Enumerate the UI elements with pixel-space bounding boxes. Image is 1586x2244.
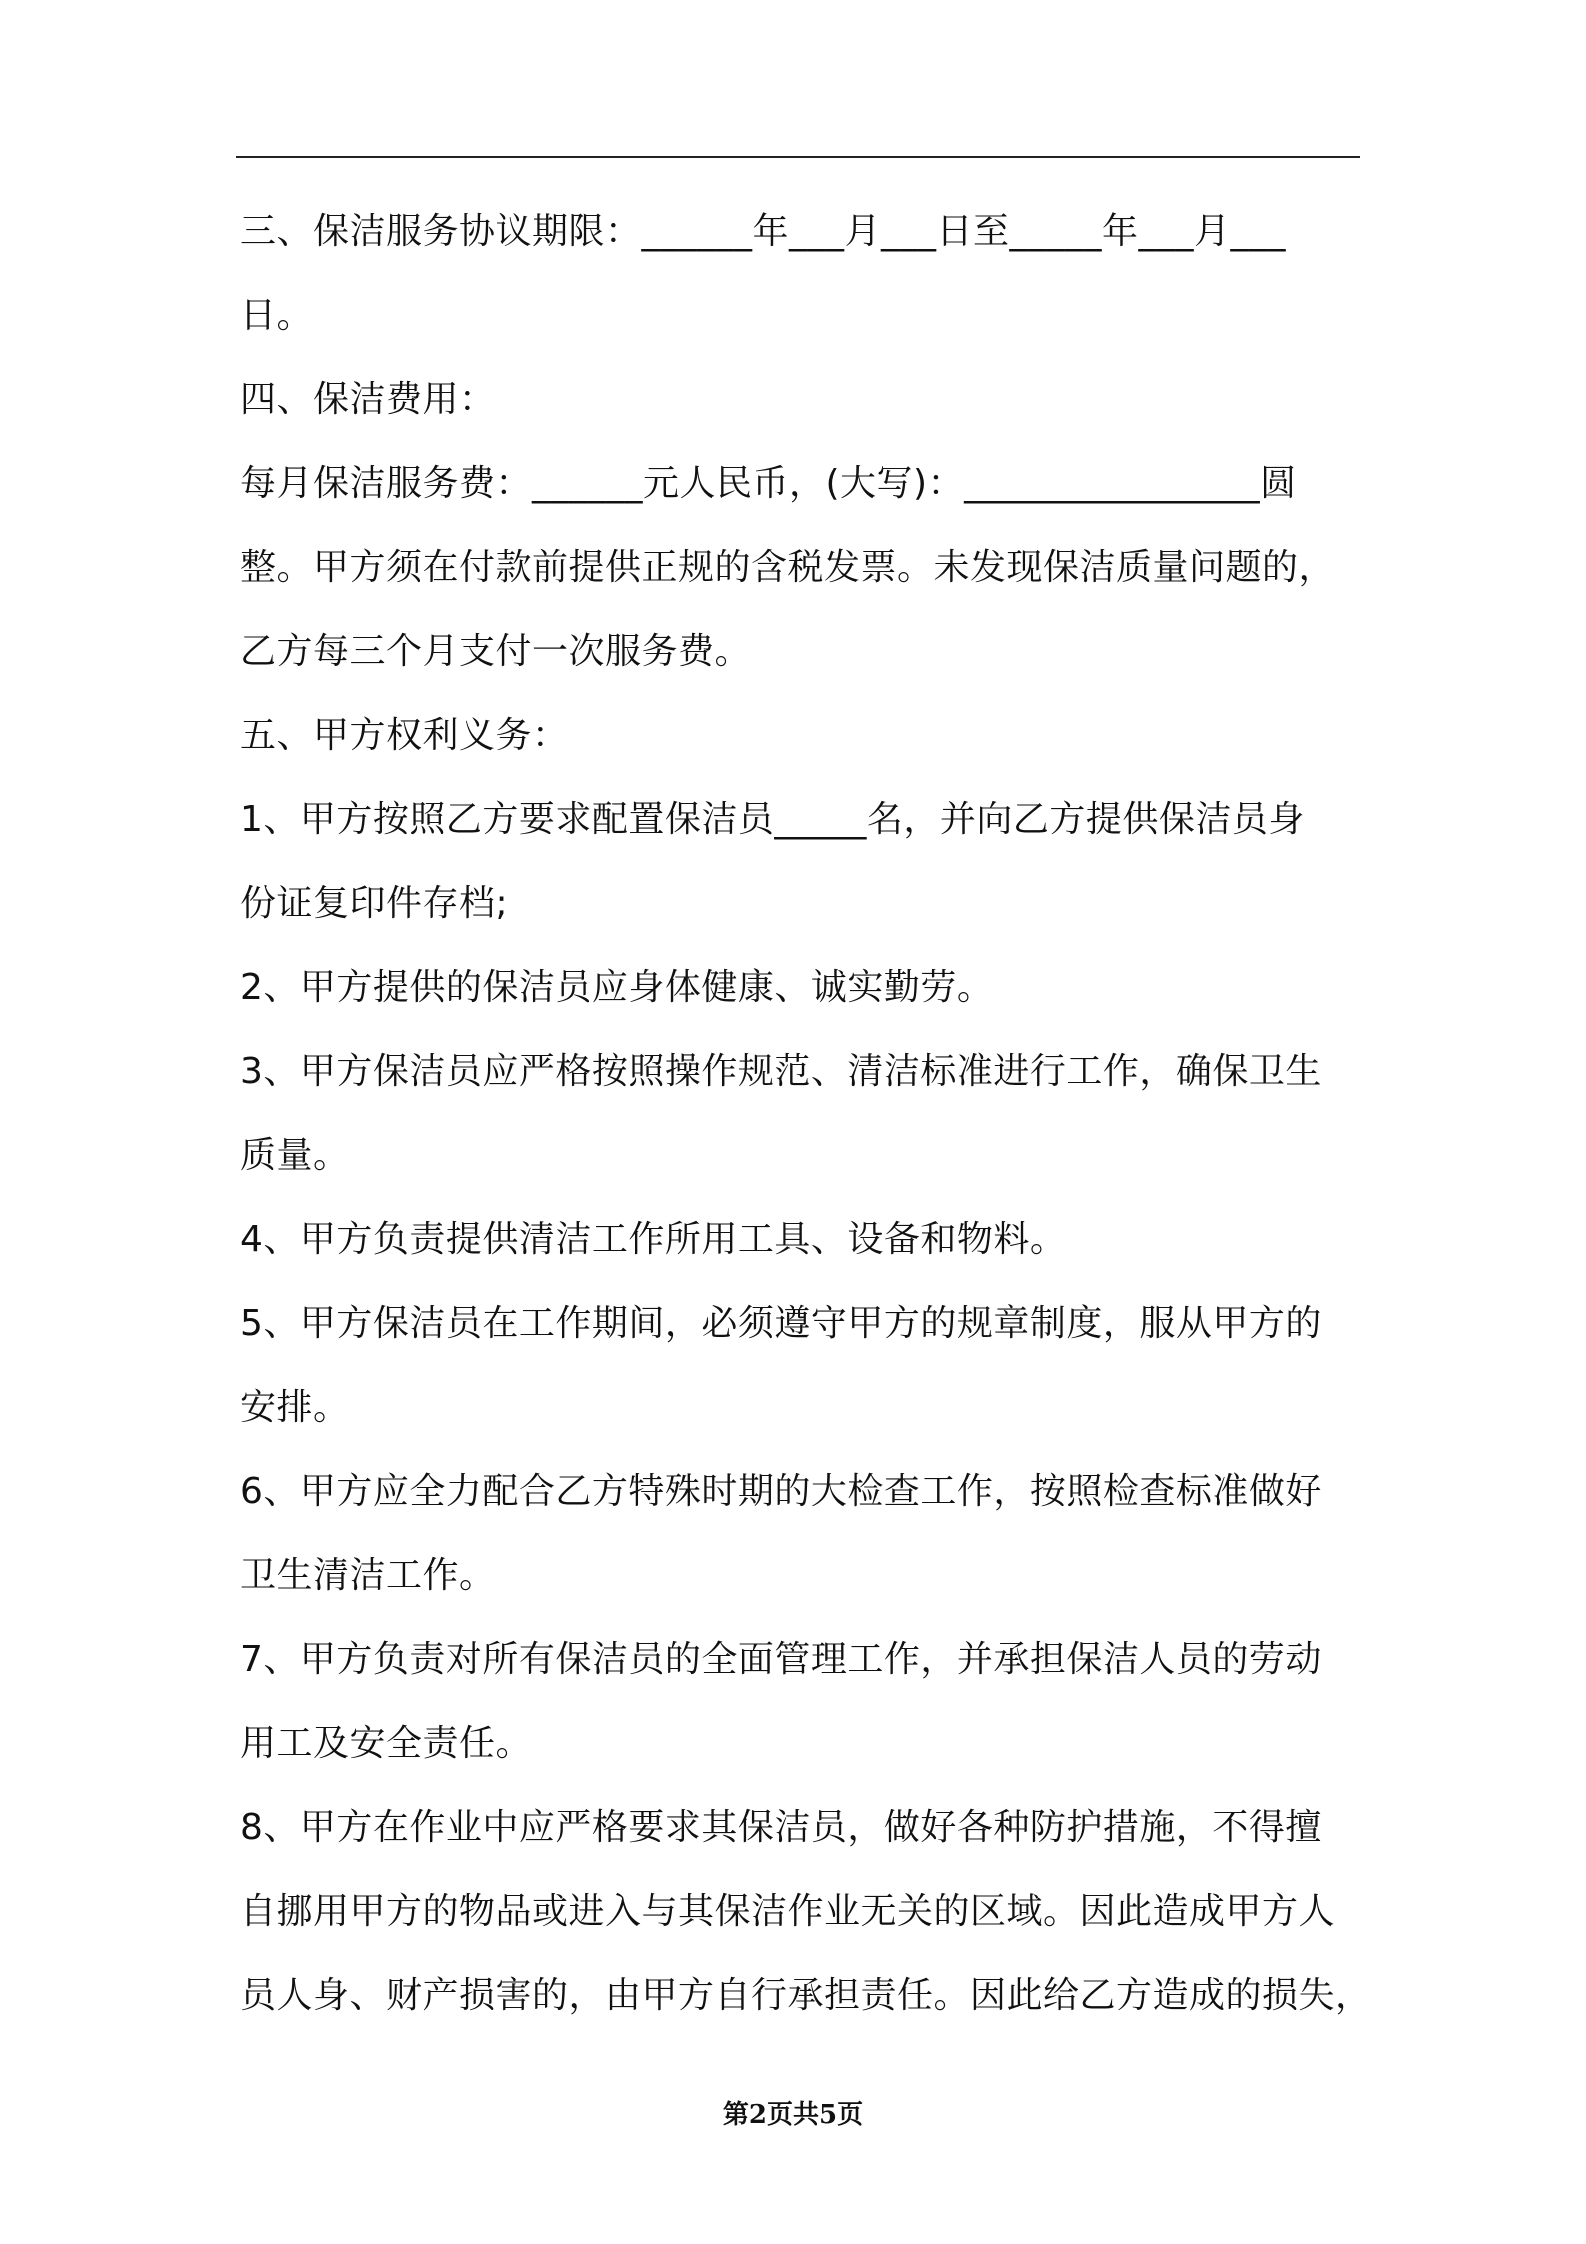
item-3-line-1: 3、甲方保洁员应严格按照操作规范、清洁标准进行工作，确保卫生: [240, 1051, 1322, 1092]
clause-4-fee-line-3: 乙方每三个月支付一次服务费。: [240, 631, 752, 672]
item-8-line-2: 自挪用甲方的物品或进入与其保洁作业无关的区域。因此造成甲方人: [240, 1891, 1336, 1932]
item-5-line-1: 5、甲方保洁员在工作期间，必须遵守甲方的规章制度，服从甲方的: [240, 1303, 1322, 1344]
item-2: 2、甲方提供的保洁员应身体健康、诚实勤劳。: [240, 967, 994, 1008]
contract-body: [240, 190, 1372, 2038]
clause-5-heading: 五、甲方权利义务：: [240, 715, 569, 756]
item-4: 4、甲方负责提供清洁工作所用工具、设备和物料。: [240, 1219, 1067, 1260]
header-divider: [236, 156, 1360, 158]
item-1-line-1: 1、甲方按照乙方要求配置保洁员_____名，并向乙方提供保洁员身: [240, 799, 1305, 840]
clause-4-fee-line-1: 每月保洁服务费：______元人民币，(大写)：________________圆: [240, 463, 1297, 504]
item-6-line-1: 6、甲方应全力配合乙方特殊时期的大检查工作，按照检查标准做好: [240, 1471, 1322, 1512]
clause-4-fee-line-2: 整。甲方须在付款前提供正规的含税发票。未发现保洁质量问题的，: [240, 547, 1336, 588]
item-1-line-2: 份证复印件存档;: [240, 883, 509, 924]
item-3-line-2: 质量。: [240, 1135, 350, 1176]
item-6-line-2: 卫生清洁工作。: [240, 1555, 496, 1596]
item-8-line-3: 员人身、财产损害的，由甲方自行承担责任。因此给乙方造成的损失，: [240, 1975, 1372, 2016]
page-number: 第2页共5页: [722, 2100, 864, 2130]
item-7-line-2: 用工及安全责任。: [240, 1723, 533, 1764]
item-5-line-2: 安排。: [240, 1387, 350, 1428]
clause-3-term-line-1: 三、保洁服务协议期限：______年___月___日至_____年___月___: [240, 211, 1287, 252]
clause-3-term-line-2: 日。: [240, 295, 314, 336]
item-8-line-1: 8、甲方在作业中应严格要求其保洁员，做好各种防护措施，不得擅: [240, 1807, 1322, 1848]
clause-4-heading: 四、保洁费用：: [240, 379, 496, 420]
item-7-line-1: 7、甲方负责对所有保洁员的全面管理工作，并承担保洁人员的劳动: [240, 1639, 1322, 1680]
